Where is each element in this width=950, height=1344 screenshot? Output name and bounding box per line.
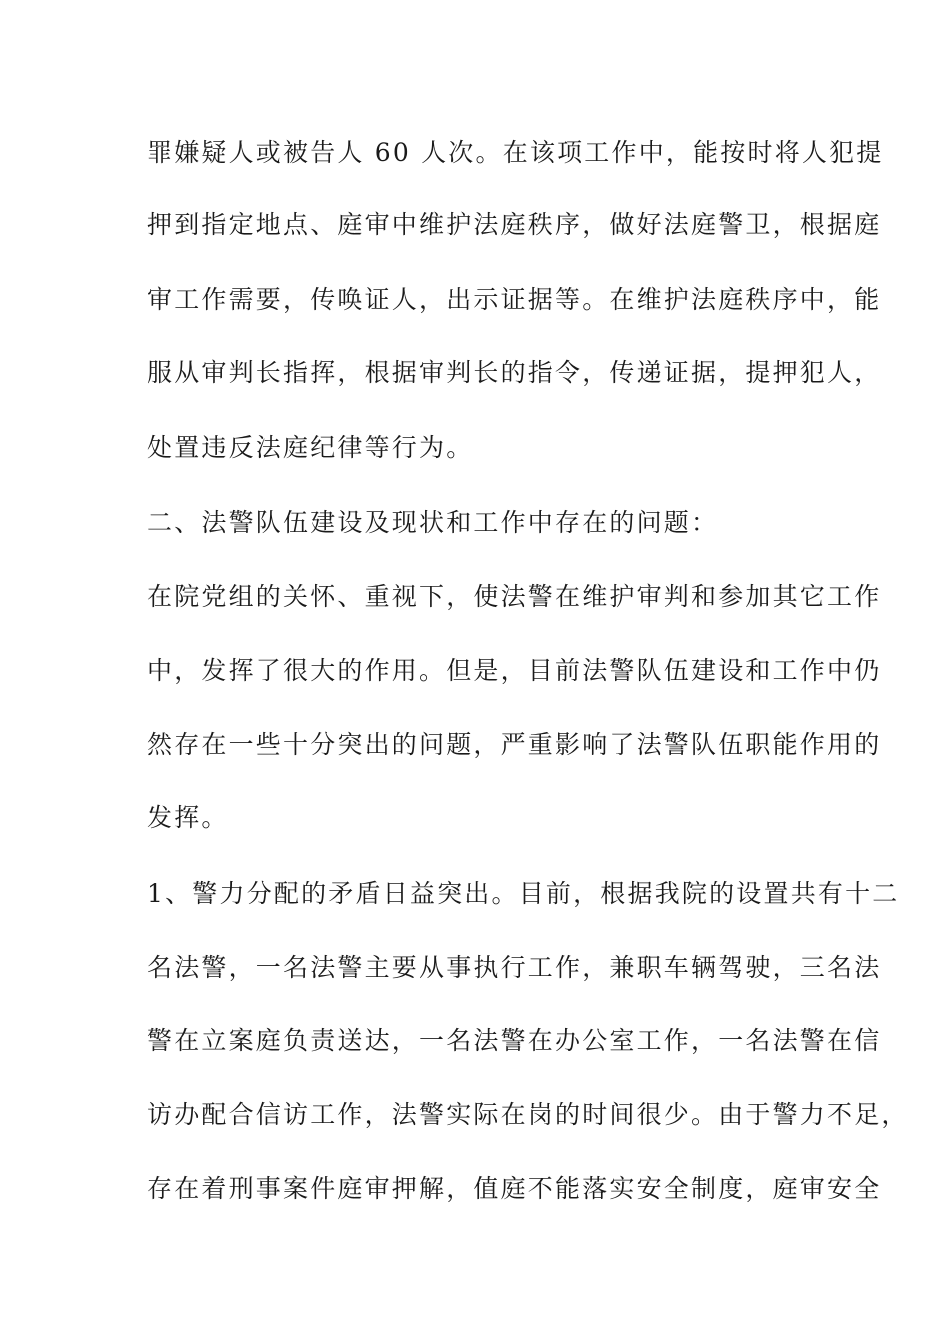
text-line: 访办配合信访工作，法警实际在岗的时间很少。由于警力不足， (147, 1100, 909, 1129)
section-heading: 二、法警队伍建设及现状和工作中存在的问题： (147, 508, 719, 537)
text-line: 名法警，一名法警主要从事执行工作，兼职车辆驾驶，三名法 (147, 953, 882, 982)
text-line: 中，发挥了很大的作用。但是，目前法警队伍建设和工作中仍 (147, 656, 882, 685)
text-line: 押到指定地点、庭审中维护法庭秩序，做好法庭警卫，根据庭 (147, 210, 882, 239)
text-line: 然存在一些十分突出的问题，严重影响了法警队伍职能作用的 (147, 730, 882, 759)
text-line: 罪嫌疑人或被告人 60 人次。在该项工作中，能按时将人犯提 (147, 138, 884, 167)
text-line: 审工作需要，传唤证人，出示证据等。在维护法庭秩序中，能 (147, 285, 882, 314)
text-line: 处置违反法庭纪律等行为。 (147, 433, 474, 462)
text-line: 发挥。 (147, 803, 229, 832)
text-line: 存在着刑事案件庭审押解，值庭不能落实安全制度，庭审安全 (147, 1174, 882, 1203)
text-line: 服从审判长指挥，根据审判长的指令，传递证据，提押犯人， (147, 358, 882, 387)
text-line: 1、警力分配的矛盾日益突出。目前，根据我院的设置共有十二 (147, 879, 900, 908)
text-line: 在院党组的关怀、重视下，使法警在维护审判和参加其它工作 (147, 582, 882, 611)
text-line: 警在立案庭负责送达，一名法警在办公室工作，一名法警在信 (147, 1026, 882, 1055)
